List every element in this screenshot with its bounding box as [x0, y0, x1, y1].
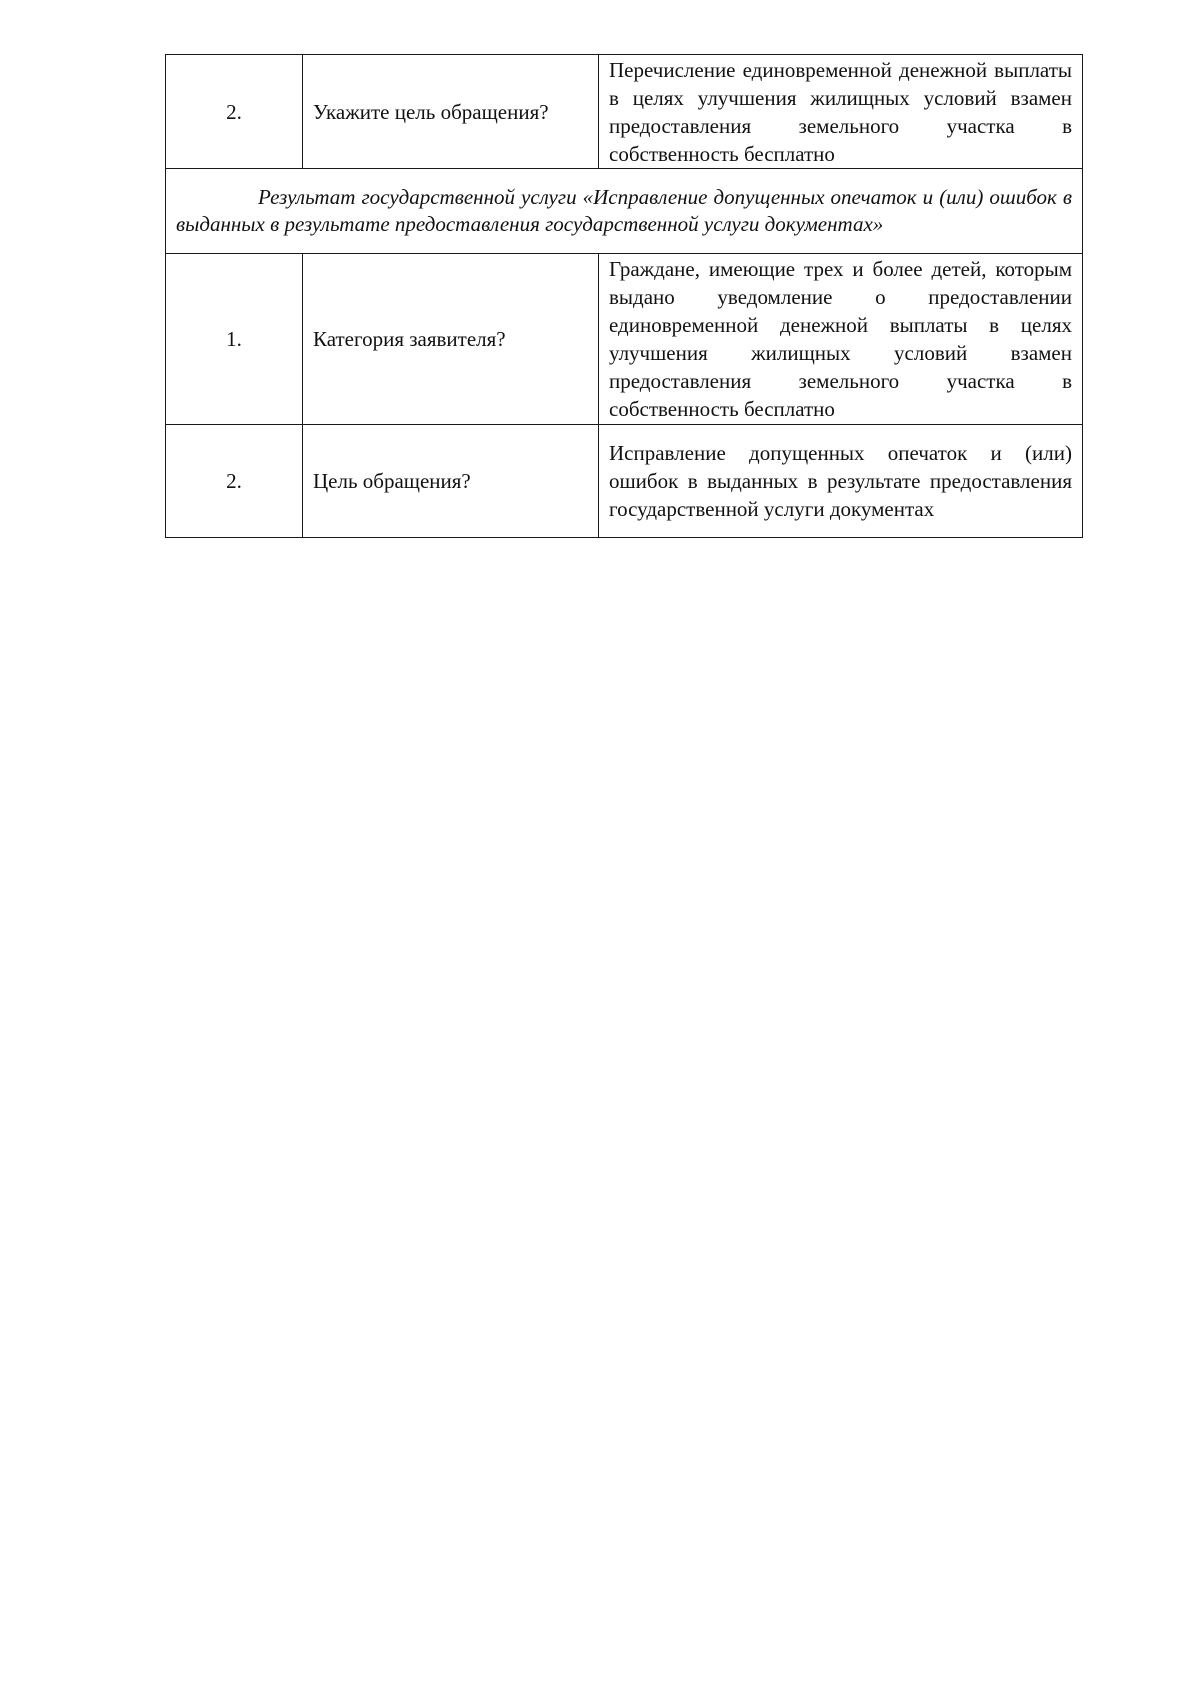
question-text: Категория заявителя? [303, 254, 599, 425]
question-text: Укажите цель обращения? [303, 55, 599, 169]
answer-text: Граждане, имеющие трех и более детей, которым выдано уведомление о предоставлении единовременной денежной выплаты в целях улучшения жилищных условий взамен предоставления земельного участка в собственность бесплатно [599, 254, 1083, 425]
table-row [166, 425, 1083, 538]
answer-text: Исправление допущенных опечаток и (или) ошибок в выданных в результате предоставления государственной услуги документах [599, 425, 1083, 538]
answer-text: Перечисление единовременной денежной выплаты в целях улучшения жилищных условий взамен предоставления земельного участка в собственность бесплатно [599, 55, 1083, 169]
section-heading: Результат государственной услуги «Исправление допущенных опечаток и (или) ошибок в выданных в результате предоставления государственной услуги документах» [166, 169, 1083, 254]
question-text: Цель обращения? [303, 425, 599, 538]
document-table [165, 54, 1083, 538]
table-row [166, 254, 1083, 425]
table-row [166, 55, 1083, 169]
row-number: 2. [166, 55, 303, 169]
section-heading-row [166, 169, 1083, 254]
row-number: 2. [166, 425, 303, 538]
row-number: 1. [166, 254, 303, 425]
